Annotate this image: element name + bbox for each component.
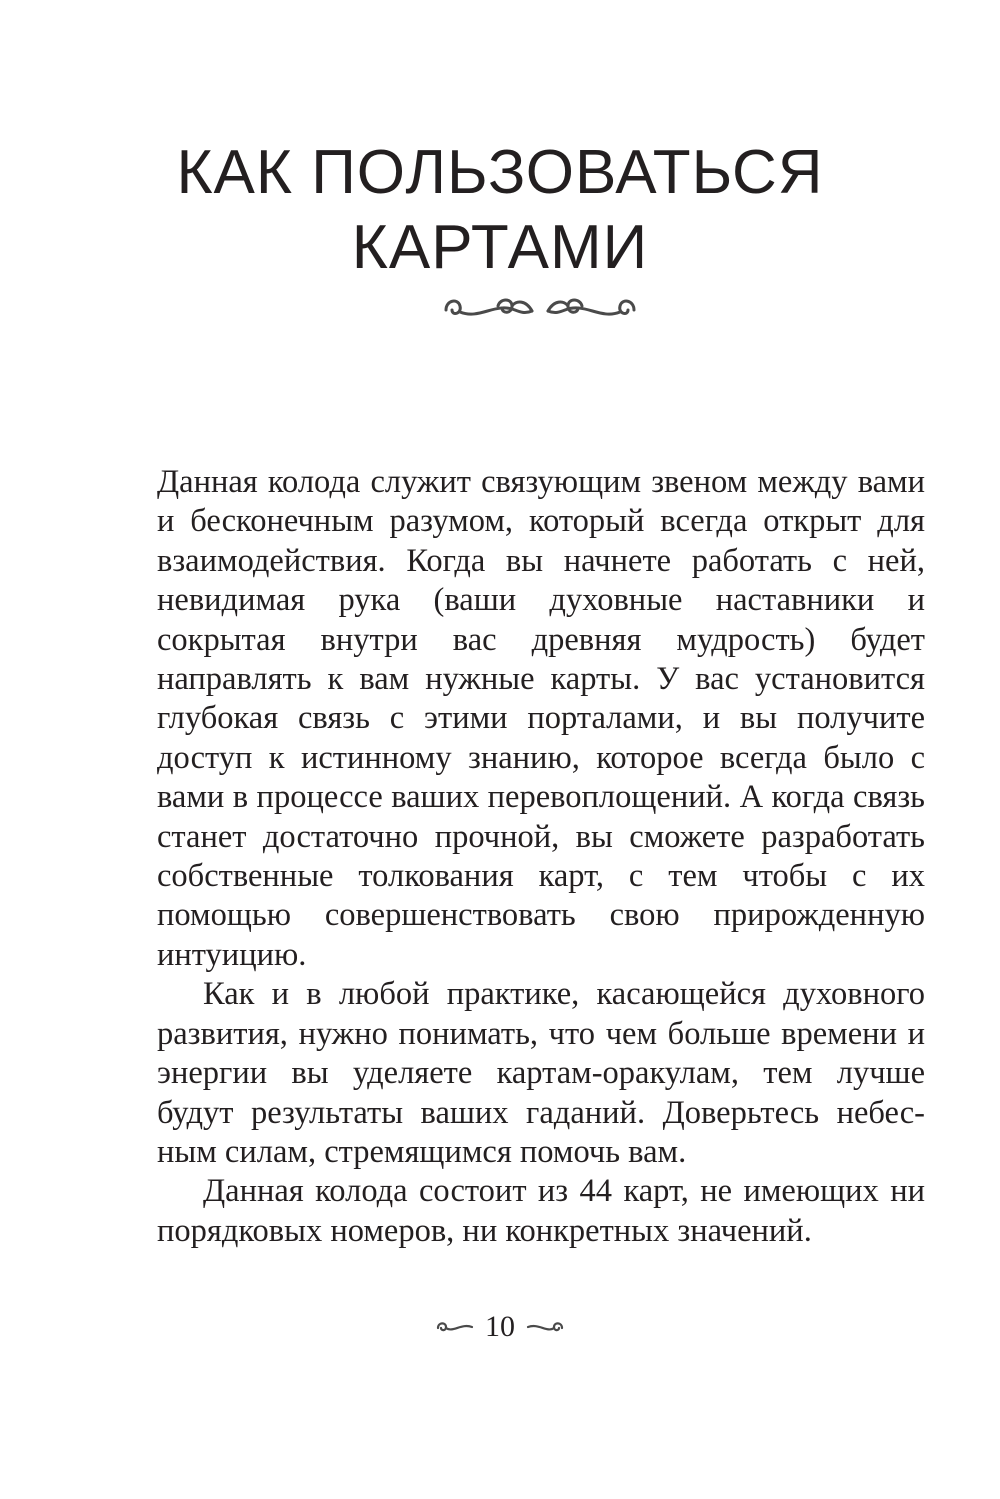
scroll-flourish-icon bbox=[440, 290, 640, 328]
paragraph-2: Как и в любой практике, касающейся духовного развития, нужно понимать, что чем больше времени и энергии вы уделяете картам-оракулам, тем лучше будут результаты ваших гаданий. Доверьтесь небесным силам, стремящимся помочь вам. bbox=[157, 976, 925, 1170]
page-footer bbox=[0, 1307, 1000, 1347]
right-swirl-icon bbox=[525, 1318, 565, 1336]
body-text bbox=[157, 463, 925, 1251]
page-title-line-1: КАК ПОЛЬЗОВАТЬСЯ bbox=[176, 138, 824, 207]
left-swirl-icon bbox=[435, 1318, 475, 1336]
paragraph-3: Данная колода состоит из 44 карт, не имеющих ни порядковых номеров, ни конкретных значений. bbox=[157, 1173, 925, 1249]
page-number: 10 bbox=[485, 1310, 515, 1343]
page-title-line-2: КАРТАМИ bbox=[351, 213, 649, 282]
paragraph-1: Данная колода служит связующим звеном между вами и бесконечным разумом, который всегда открыт для взаимодействия. Когда вы начнете работать с ней, невидимая рука (ваши духовные наставники и сокрытая внутри вас древняя мудрость) будет направлять к вам нужные карты. У вас установится глубокая связь с этими порталами, и вы получите доступ к истинному знанию, которое всегда было с вами в процессе ваших перевоплощений. А когда связь станет достаточно прочной, вы сможете разработать собственные толкования карт, с тем чтобы с их помощью совершенствовать свою прирожденную интуицию. bbox=[157, 464, 925, 973]
